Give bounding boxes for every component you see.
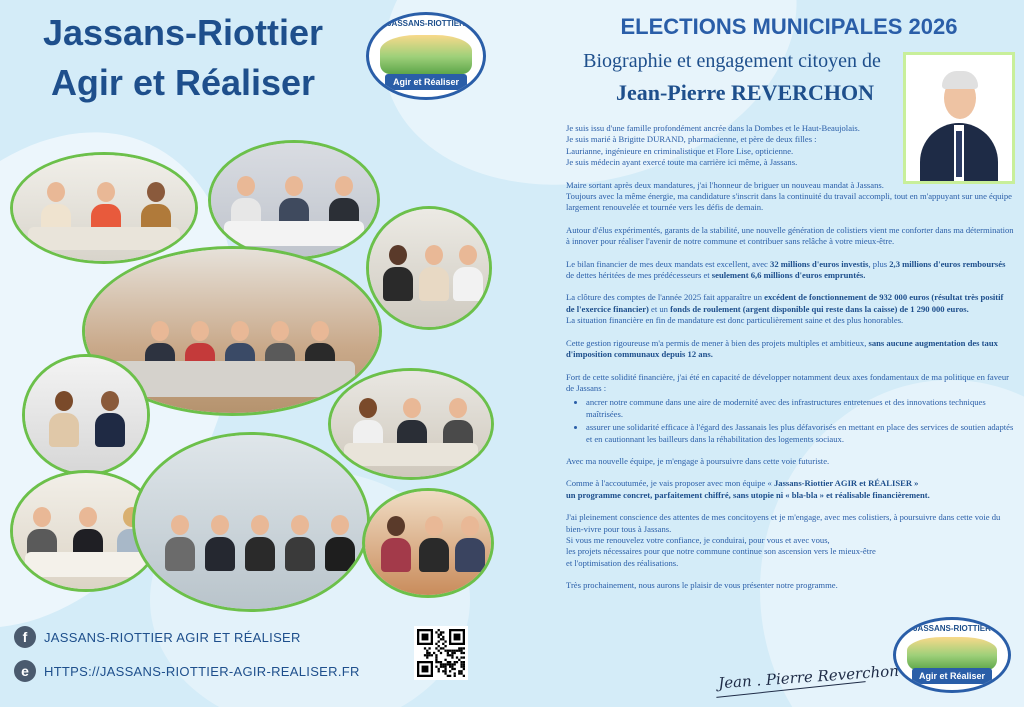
party-logo xyxy=(893,617,1011,693)
bio-paragraph: Cette gestion rigoureuse m'a permis de mener à bien des projets multiples et ambitieux, sans aucune augmentation des taux d'imposition communaux depuis 12 ans. xyxy=(566,337,998,360)
photo-collage xyxy=(0,0,510,620)
bio-paragraph: Je suis issu d'une famille profondément ancrée dans la Dombes et le Haut-Beaujolais. Je suis marié à Brigitte DURAND, pharmacienne, et père de deux filles : Laurianne, ingénieure en criminalistique et Flore Lise, opticienne. Je suis médecin ayant exercé toute ma carrière ici même, à Jassans. xyxy=(566,123,860,168)
bio-paragraph: J'ai pleinement conscience des attentes de mes concitoyens et je m'engage, avec mes colistiers, à poursuivre dans cette voie du bien-vivre pour tous à Jassans. Si vous me renouvelez votre confiance, je conduirai, pour vous et avec vous, les projets nécessaires pour que notre commune continue son ascension vers le mieux-être et l'optimisation des réalisations. xyxy=(566,512,1001,568)
website-label: HTTPS://JASSANS-RIOTTIER-AGIR-REALISER.FR xyxy=(44,663,360,679)
main-title-line1: Jassans-Riottier xyxy=(42,12,324,53)
facebook-label: JASSANS-RIOTTIER AGIR ET RÉALISER xyxy=(44,629,301,645)
bio-paragraph: Très prochainement, nous aurons le plaisir de vous présenter notre programme. xyxy=(566,580,838,591)
website-link[interactable] xyxy=(14,660,360,682)
logo-banner: Agir et Réaliser xyxy=(385,74,467,90)
logo-banner: Agir et Réaliser xyxy=(912,668,993,684)
bio-subtitle: Biographie et engagement citoyen de xyxy=(583,50,881,72)
team-photo xyxy=(366,206,492,330)
bio-paragraph: Maire sortant après deux mandatures, j'ai l'honneur de briguer un nouveau mandat à Jassans. Toujours avec la même énergie, ma candidature s'inscrit dans la continuité du travail accompli, tout en m'appuyant sur une équipe largement renouvelée et tournée vers les défis de demain. xyxy=(566,179,1012,213)
bio-paragraph: La clôture des comptes de l'année 2025 fait apparaître un excédent de fonctionnement de 932 000 euros (résultat très positif de l'exercice financier) et un fonds de roulement (argent disponible qui reste dans la caisse) de 1 290 000 euros. La situation financière en fin de mandature est donc particulièrement saine et des plus honorables. xyxy=(566,292,1004,326)
team-photo xyxy=(22,354,150,476)
bio-bullet: • ancrer notre commune dans une aire de modernité avec des infrastructures entretenues et des innovations techniques maîtrisées. xyxy=(586,397,1014,420)
main-title-line2: Agir et Réaliser xyxy=(50,62,316,103)
bio-paragraph: Avec ma nouvelle équipe, je m'engage à poursuivre dans cette voie futuriste. xyxy=(566,455,830,466)
qr-code[interactable] xyxy=(414,626,468,680)
bio-paragraph: Fort de cette solidité financière, j'ai été en capacité de développer notamment deux axes fondamentaux de ma politique en faveur de Jassans : xyxy=(566,371,1009,393)
team-photo xyxy=(208,140,380,260)
logo-name: JASSANS-RIOTTIER xyxy=(387,19,465,28)
facebook-link[interactable] xyxy=(14,626,301,648)
team-group-photo xyxy=(132,432,370,612)
facebook-icon: f xyxy=(14,626,36,648)
biography-text xyxy=(566,123,1014,603)
candidate-name: Jean-Pierre REVERCHON xyxy=(615,80,875,105)
candidate-signature: Jean . Pierre Reverchon xyxy=(717,661,900,693)
qr-code-graphic xyxy=(417,629,465,677)
bio-bullet-list xyxy=(586,397,1014,445)
logo-name: JASSANS-RIOTTIER xyxy=(913,624,991,633)
team-photo xyxy=(10,152,198,264)
logo-village-illustration xyxy=(907,637,997,671)
bio-bullet: • assurer une solidarité efficace à l'égard des Jassanais les plus défavorisés en mettant en place des services de soutien adaptés et en cautionnant les bailleurs dans la réhabilitation des logements sociaux. xyxy=(586,422,1014,445)
team-photo xyxy=(362,488,494,598)
bio-paragraph: Le bilan financier de mes deux mandats est excellent, avec 32 millions d'euros investis, plus 2,3 millions d'euros remboursés de dettes héritées de mes prédécesseurs et seulement 6,6 millions d'euros empruntés. xyxy=(566,258,1006,281)
bio-paragraph: Autour d'élus expérimentés, garants de la stabilité, une nouvelle génération de colistiers vient me conforter dans ma détermination à innover pour réaliser l'avenir de notre commune et contribuer sans relâche à votre mieux-être. xyxy=(566,224,1014,247)
elections-title: ELECTIONS MUNICIPALES 2026 xyxy=(620,14,958,39)
bio-paragraph: Comme à l'accoutumée, je vais proposer avec mon équipe « Jassans-Riottier AGIR et RÉALISER » un programme concret, parfaitement chiffré, sans utopie ni « bla-bla » et réalisable financièrement. xyxy=(566,478,930,500)
internet-explorer-icon: e xyxy=(14,660,36,682)
